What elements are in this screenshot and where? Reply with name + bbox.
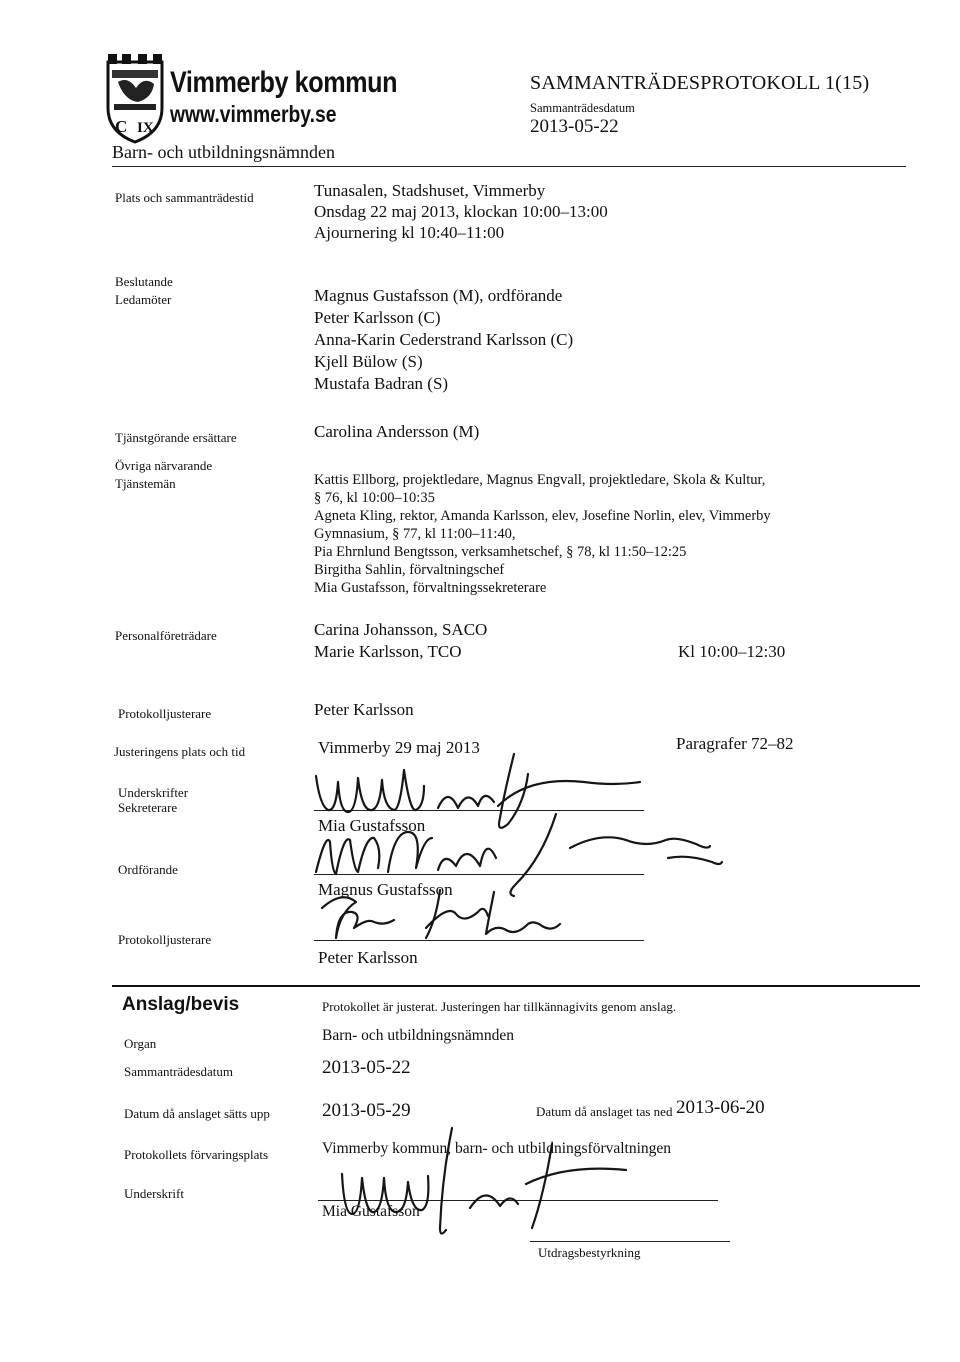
staff-rep: Carina Johansson, SACO: [314, 620, 488, 639]
secretary-label: Sekreterare: [118, 800, 178, 815]
notice-date-label: Sammanträdesdatum: [124, 1064, 234, 1079]
officials-label: Tjänstemän: [115, 476, 176, 491]
document-title: SAMMANTRÄDESPROTOKOLL 1(15): [530, 72, 870, 94]
storage-place: Vimmerby kommun, barn- och utbildningsförvaltningen: [322, 1140, 672, 1157]
others-present-label: Övriga närvarande: [115, 458, 213, 473]
adjuster-signature: [308, 880, 608, 950]
posted-date: 2013-05-29: [322, 1100, 411, 1121]
svg-text:C: C: [115, 117, 128, 136]
notice-divider: [112, 985, 920, 987]
chair-label: Ordförande: [118, 862, 178, 877]
adjuster2-name: Peter Karlsson: [318, 948, 418, 967]
organ: Barn- och utbildningsnämnden: [322, 1027, 514, 1044]
deciding-label: Beslutande: [115, 274, 173, 289]
staff-rep-time: Kl 10:00–12:30: [678, 642, 786, 661]
notice-title: Anslag/bevis: [122, 994, 240, 1015]
chair-name: Magnus Gustafsson: [318, 880, 453, 899]
notice-signature: [330, 1124, 630, 1244]
members-label: Ledamöter: [115, 292, 172, 307]
member: Peter Karlsson (C): [314, 308, 441, 327]
posted-date-label: Datum då anslaget sätts upp: [124, 1106, 270, 1121]
staff-rep: Marie Karlsson, TCO: [314, 642, 462, 661]
others-line: Mia Gustafsson, förvaltningssekreterare: [314, 580, 547, 596]
others-line: Kattis Ellborg, projektledare, Magnus Engvall, projektledare, Skola & Kultur,: [314, 472, 766, 488]
substitute: Carolina Andersson (M): [314, 422, 480, 441]
signatures-label: Underskrifter: [118, 785, 189, 800]
member: Magnus Gustafsson (M), ordförande: [314, 286, 563, 305]
others-line: Pia Ehrnlund Bengtsson, verksamhetschef, § 78, kl 11:50–12:25: [314, 544, 687, 560]
removed-date: 2013-06-20: [676, 1097, 765, 1118]
others-line: Gymnasium, § 77, kl 11:00–11:40,: [314, 526, 516, 542]
adjustment-place-time: Vimmerby 29 maj 2013: [318, 738, 480, 757]
secretary-name: Mia Gustafsson: [318, 816, 426, 835]
member: Mustafa Badran (S): [314, 374, 449, 393]
certified-line: [530, 1241, 730, 1242]
coat-of-arms-icon: [104, 52, 166, 144]
notice-date: 2013-05-22: [322, 1057, 411, 1078]
paragraphs: Paragrafer 72–82: [676, 734, 794, 753]
member: Anna-Karin Cederstrand Karlsson (C): [314, 330, 574, 349]
place-time-label: Plats och sammanträdestid: [115, 190, 254, 205]
committee-name: Barn- och utbildningsnämnden: [112, 142, 335, 162]
substitutes-label: Tjänstgörande ersättare: [115, 430, 237, 445]
meeting-date-label: Sammanträdesdatum: [530, 101, 635, 115]
adjuster-label: Protokolljusterare: [118, 706, 212, 721]
adjustment-place-time-label: Justeringens plats och tid: [114, 744, 246, 759]
place-line: Ajournering kl 10:40–11:00: [314, 223, 505, 242]
others-line: Birgitha Sahlin, förvaltningschef: [314, 562, 505, 578]
notice-signature-name: Mia Gustafsson: [322, 1203, 420, 1220]
adjuster2-label: Protokolljusterare: [118, 932, 212, 947]
others-line: Agneta Kling, rektor, Amanda Karlsson, elev, Josefine Norlin, elev, Vimmerby: [314, 508, 771, 524]
place-line: Onsdag 22 maj 2013, klockan 10:00–13:00: [314, 202, 608, 221]
place-line: Tunasalen, Stadshuset, Vimmerby: [314, 181, 546, 200]
member: Kjell Bülow (S): [314, 352, 423, 371]
staff-rep-label: Personalföreträdare: [115, 628, 217, 643]
org-name: Vimmerby kommun: [170, 66, 398, 99]
notice-statement: Protokollet är justerat. Justeringen har tillkännagivits genom anslag.: [322, 999, 677, 1014]
removed-date-label: Datum då anslaget tas ned: [536, 1104, 673, 1119]
meeting-date: 2013-05-22: [530, 116, 619, 137]
organ-label: Organ: [124, 1036, 157, 1051]
certified-extract: Utdragsbestyrkning: [538, 1245, 641, 1260]
svg-text:IX: IX: [137, 120, 154, 136]
adjuster-name: Peter Karlsson: [314, 700, 414, 719]
org-website: www.vimmerby.se: [170, 101, 337, 127]
notice-signature-label: Underskrift: [124, 1186, 184, 1201]
others-line: § 76, kl 10:00–10:35: [314, 490, 435, 506]
header-divider: [112, 166, 906, 167]
storage-label: Protokollets förvaringsplats: [124, 1147, 269, 1162]
